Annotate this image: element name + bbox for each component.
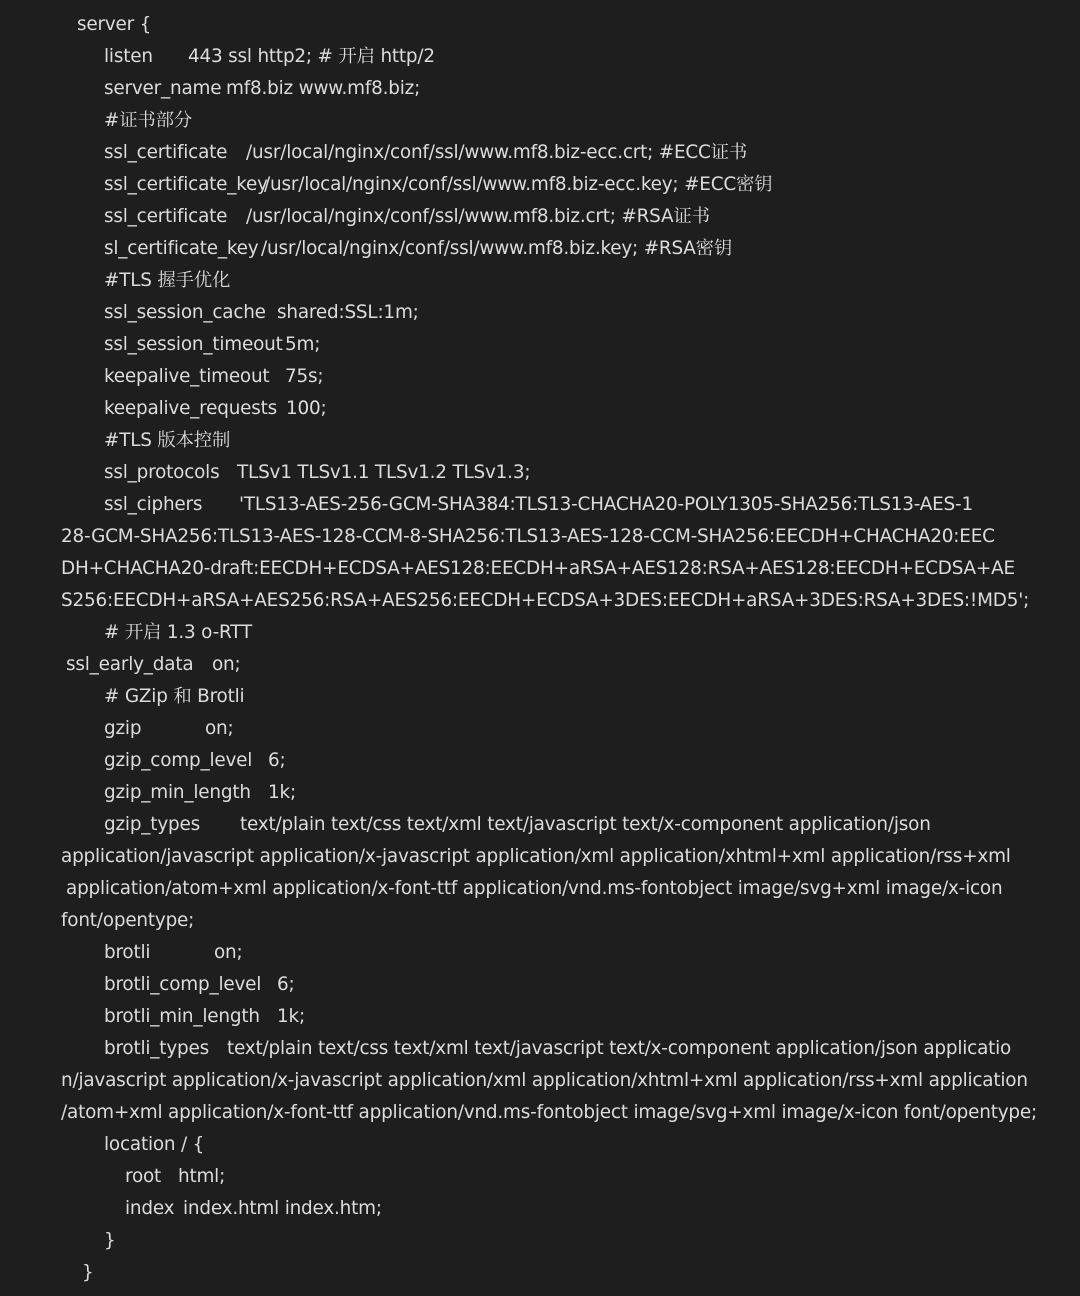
directive-value: /usr/local/nginx/conf/ssl/www.mf8.biz-ecc.key; #ECC密钥 [264, 174, 773, 195]
directive-value: /usr/local/nginx/conf/ssl/www.mf8.biz-ecc.crt; #ECC证书 [246, 142, 748, 163]
code-line [0, 393, 1080, 425]
server-block-close: } [82, 1262, 94, 1283]
directive-key: brotli_min_length [104, 1006, 260, 1027]
directive-value-continued: n/javascript application/x-javascript application/xml application/xhtml+xml application/rss+xml application [61, 1070, 1028, 1091]
code-line [0, 809, 1080, 841]
directive-value-continued: S256:EECDH+aRSA+AES256:RSA+AES256:EECDH+ECDSA+3DES:EECDH+aRSA+3DES:RSA+3DES:!MD5'; [61, 590, 1030, 611]
code-block [0, 9, 1080, 1289]
directive-value-continued: DH+CHACHA20-draft:EECDH+ECDSA+AES128:EECDH+aRSA+AES128:RSA+AES128:EECDH+ECDSA+AE [61, 558, 1015, 579]
code-line [0, 329, 1080, 361]
code-line [0, 425, 1080, 457]
directive-key: ssl_early_data [66, 654, 194, 675]
directive-value: text/plain text/css text/xml text/javascript text/x-component application/json applicatio [227, 1038, 1012, 1059]
directive-value: 'TLS13-AES-256-GCM-SHA384:TLS13-CHACHA20-POLY1305-SHA256:TLS13-AES-1 [239, 494, 973, 515]
code-line [0, 969, 1080, 1001]
code-line [0, 1033, 1080, 1065]
directive-key: server_name [104, 78, 222, 99]
code-line [0, 9, 1080, 41]
directive-key: keepalive_timeout [104, 366, 270, 387]
directive-key: ssl_session_cache [104, 302, 266, 323]
directive-value: 1k; [277, 1006, 305, 1027]
directive-value: shared:SSL:1m; [277, 302, 419, 323]
code-line [0, 745, 1080, 777]
code-line [0, 105, 1080, 137]
code-line [0, 137, 1080, 169]
code-line [0, 681, 1080, 713]
directive-value: 5m; [285, 334, 321, 355]
code-line [0, 489, 1080, 521]
code-line [0, 873, 1080, 905]
code-comment: # GZip 和 Brotli [104, 686, 245, 707]
directive-key: gzip [104, 718, 142, 739]
server-block-open: server { [77, 14, 152, 35]
code-line [0, 905, 1080, 937]
directive-value: /usr/local/nginx/conf/ssl/www.mf8.biz.crt; #RSA证书 [246, 206, 710, 227]
directive-value: 6; [277, 974, 295, 995]
code-line [0, 553, 1080, 585]
code-line [0, 1065, 1080, 1097]
code-line [0, 41, 1080, 73]
directive-key: gzip_min_length [104, 782, 251, 803]
directive-value: TLSv1 TLSv1.1 TLSv1.2 TLSv1.3; [237, 462, 531, 483]
code-line [0, 521, 1080, 553]
code-line [0, 777, 1080, 809]
directive-value: 1k; [268, 782, 296, 803]
code-line [0, 1161, 1080, 1193]
directive-value: 6; [268, 750, 286, 771]
code-line [0, 713, 1080, 745]
directive-value-continued: application/atom+xml application/x-font-ttf application/vnd.ms-fontobject image/svg+xml image/x-icon [66, 878, 1003, 899]
directive-value-continued: 28-GCM-SHA256:TLS13-AES-128-CCM-8-SHA256:TLS13-AES-128-CCM-SHA256:EECDH+CHACHA20:EEC [61, 526, 995, 547]
directive-key: root [125, 1166, 162, 1187]
code-line [0, 265, 1080, 297]
code-line [0, 169, 1080, 201]
directive-value: 100; [286, 398, 327, 419]
code-line [0, 937, 1080, 969]
directive-value: on; [205, 718, 234, 739]
code-comment: # 开启 1.3 o-RTT [104, 622, 252, 643]
directive-key: ssl_certificate [104, 206, 228, 227]
directive-key: ssl_protocols [104, 462, 220, 483]
code-line [0, 1257, 1080, 1289]
directive-key: index [125, 1198, 175, 1219]
directive-key: keepalive_requests [104, 398, 278, 419]
code-line [0, 457, 1080, 489]
code-line [0, 1225, 1080, 1257]
directive-value: text/plain text/css text/xml text/javascript text/x-component application/json [240, 814, 931, 835]
directive-key: brotli_comp_level [104, 974, 262, 995]
directive-key: brotli_types [104, 1038, 209, 1059]
directive-value-continued: application/javascript application/x-javascript application/xml application/xhtml+xml application/rss+xml [61, 846, 1011, 867]
directive-key: brotli [104, 942, 151, 963]
code-line [0, 1001, 1080, 1033]
code-line [0, 649, 1080, 681]
location-block-open: location / { [104, 1134, 205, 1155]
directive-key: gzip_types [104, 814, 200, 835]
code-line [0, 201, 1080, 233]
directive-key: ssl_session_timeout [104, 334, 283, 355]
directive-key: ssl_certificate [104, 142, 228, 163]
code-comment: #TLS 版本控制 [104, 430, 231, 451]
directive-value: 75s; [285, 366, 324, 387]
directive-key: ssl_certificate_key [104, 174, 268, 195]
code-line [0, 297, 1080, 329]
code-line [0, 73, 1080, 105]
code-line [0, 361, 1080, 393]
code-comment: #证书部分 [104, 110, 192, 131]
directive-key: sl_certificate_key [104, 238, 259, 259]
code-line [0, 1129, 1080, 1161]
directive-value: /usr/local/nginx/conf/ssl/www.mf8.biz.key; #RSA密钥 [261, 238, 733, 259]
directive-value: on; [214, 942, 243, 963]
location-block-close: } [104, 1230, 116, 1251]
directive-value: on; [212, 654, 241, 675]
directive-value: 443 ssl http2; # 开启 http/2 [188, 46, 435, 67]
directive-value: index.html index.htm; [183, 1198, 382, 1219]
code-line [0, 1097, 1080, 1129]
code-line [0, 585, 1080, 617]
directive-value-continued: font/opentype; [61, 910, 195, 931]
code-line [0, 841, 1080, 873]
directive-key: ssl_ciphers [104, 494, 203, 515]
code-line [0, 233, 1080, 265]
directive-key: gzip_comp_level [104, 750, 253, 771]
directive-value: html; [178, 1166, 226, 1187]
code-line [0, 617, 1080, 649]
directive-value-continued: /atom+xml application/x-font-ttf application/vnd.ms-fontobject image/svg+xml image/x-icon font/opentype; [61, 1102, 1037, 1123]
directive-key: listen [104, 46, 153, 67]
directive-value: mf8.biz www.mf8.biz; [226, 78, 421, 99]
code-line [0, 1193, 1080, 1225]
code-comment: #TLS 握手优化 [104, 270, 231, 291]
